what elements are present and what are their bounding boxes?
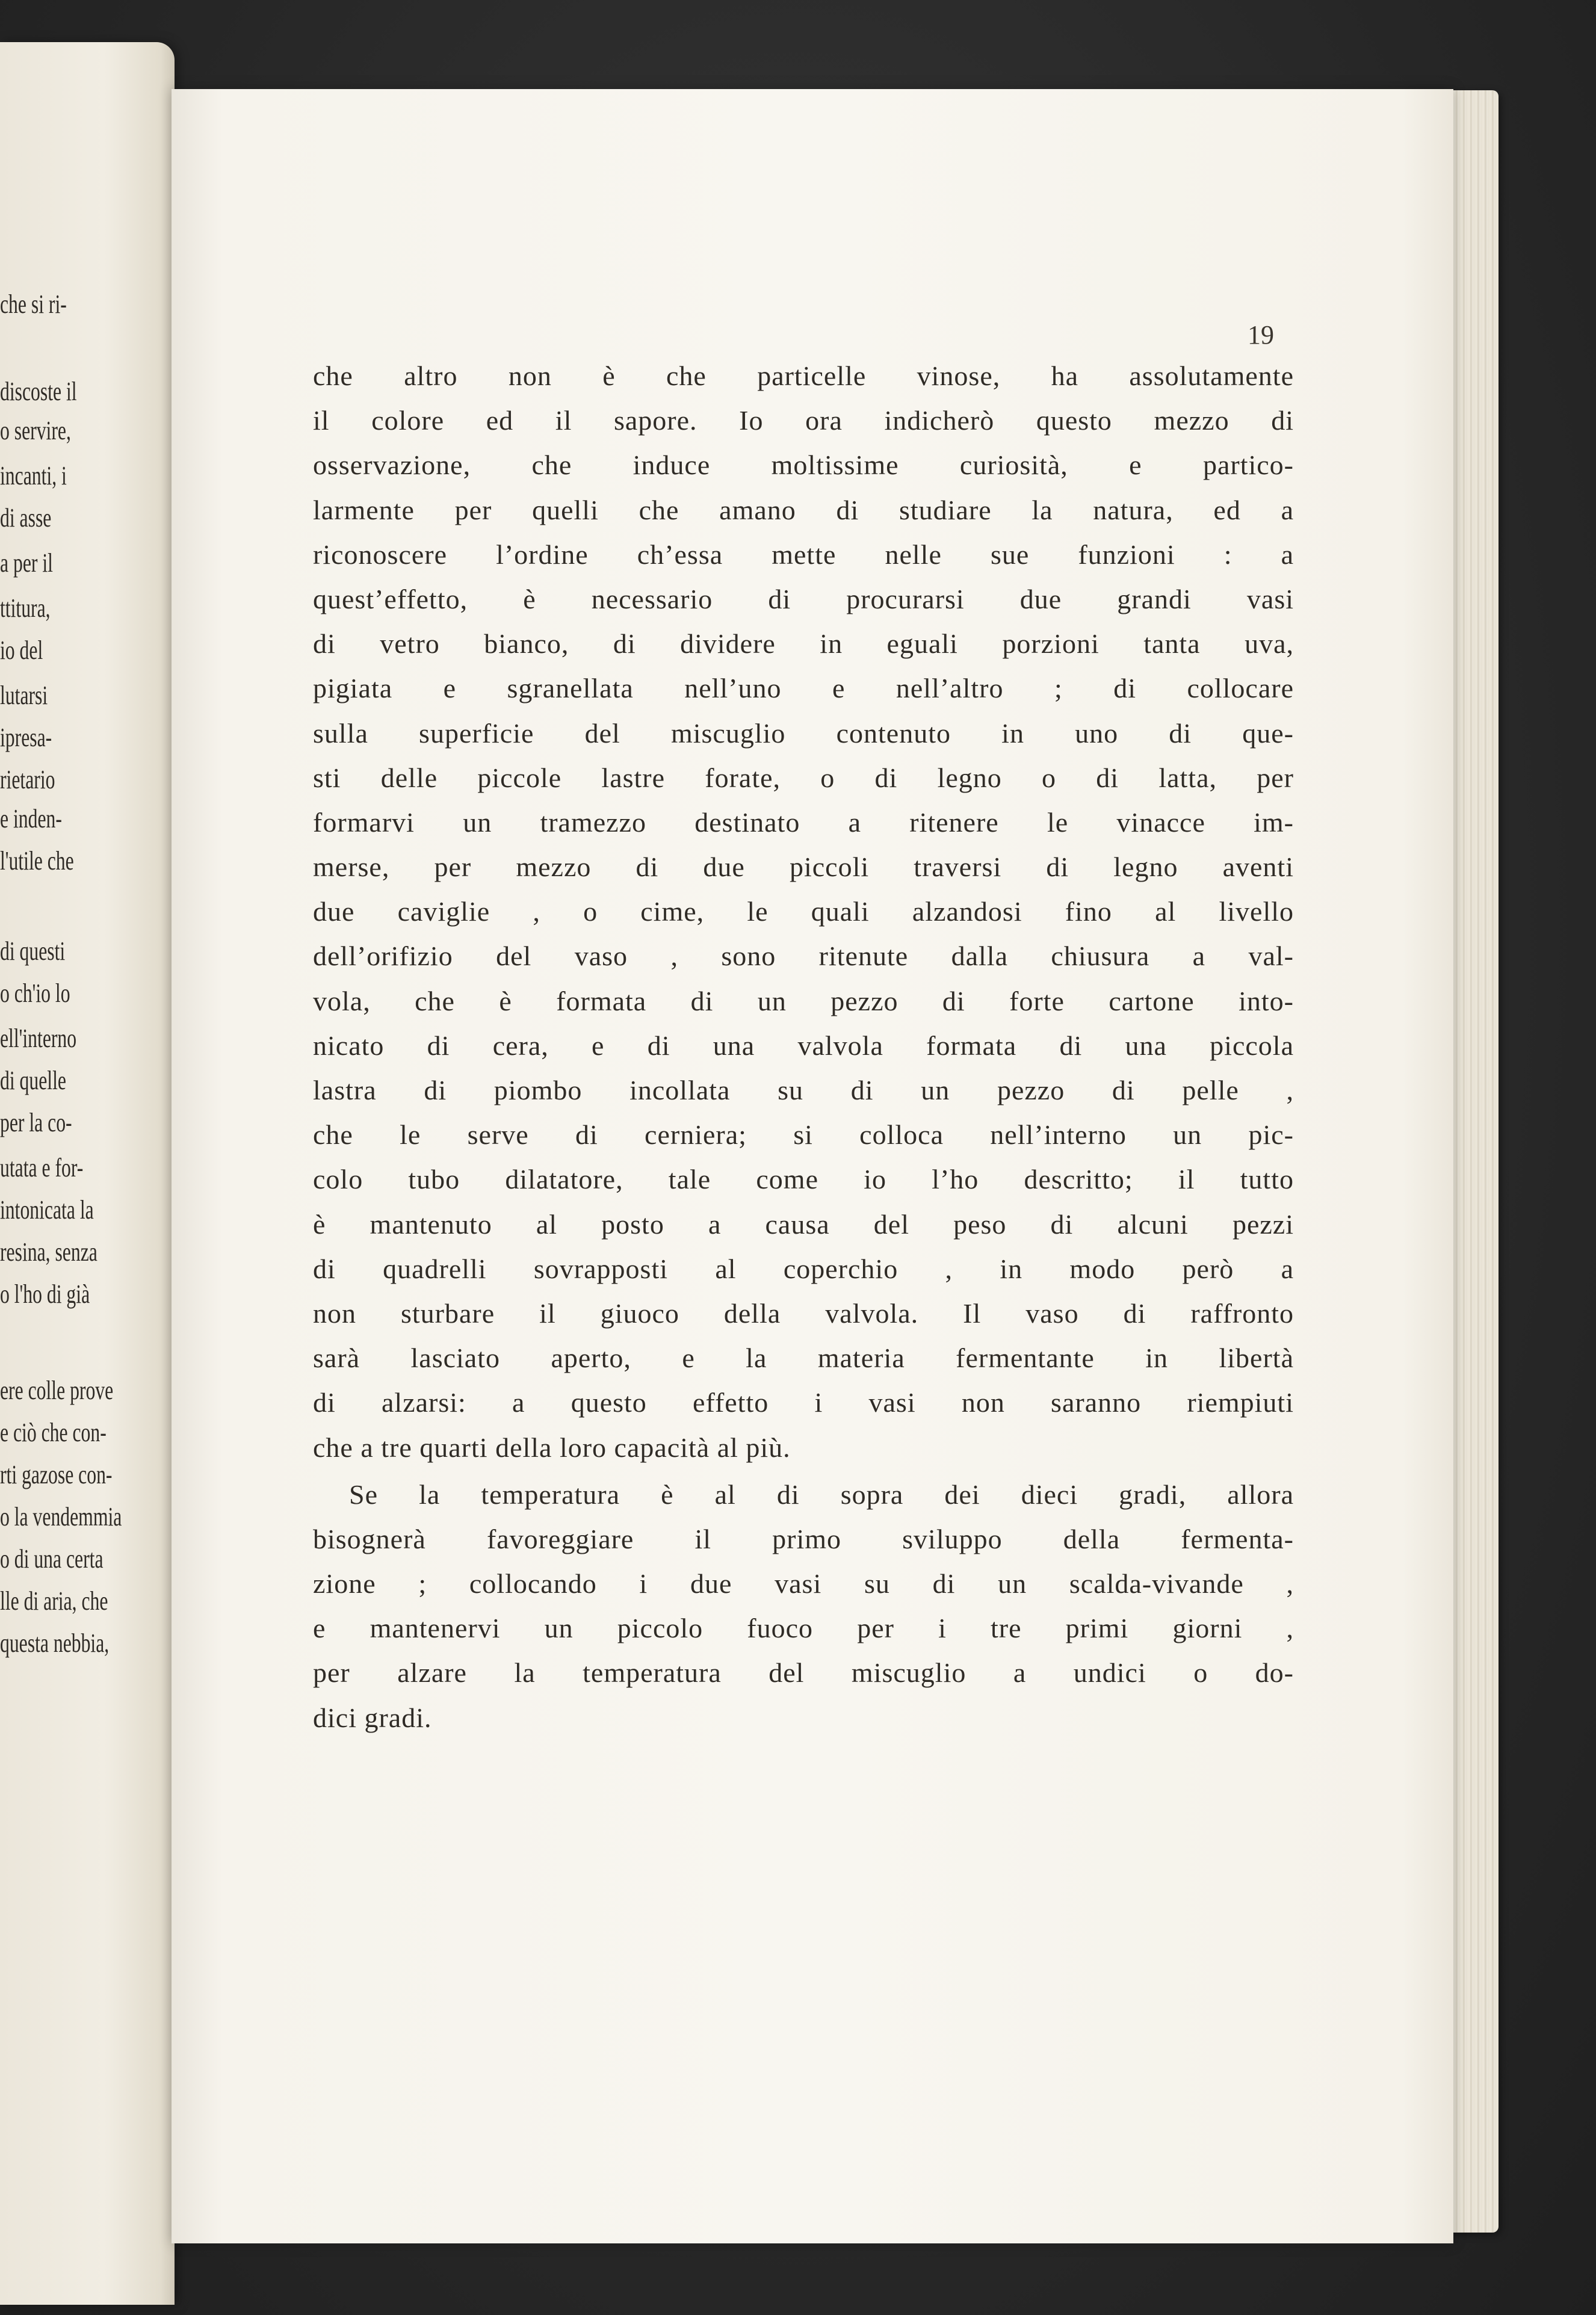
- text-line: larmente per quelli che amano di studiare la natura, ed a: [313, 494, 1294, 525]
- left-facing-page: [0, 42, 175, 2305]
- text-line: vola, che è formata di un pezzo di forte cartone into-: [313, 985, 1294, 1016]
- text-line: di vetro bianco, di dividere in eguali porzioni tanta uva,: [313, 628, 1294, 660]
- left-page-text-fragment: rti gazose con-: [0, 1460, 113, 1489]
- book-page: [172, 89, 1453, 2243]
- text-line: quest’effetto, è necessario di procurarsi due grandi vasi: [313, 583, 1294, 614]
- left-page-text-fragment: e inden-: [0, 804, 62, 833]
- left-page-text-fragment: e ciò che con-: [0, 1418, 107, 1447]
- text-line: di quadrelli sovrapposti al coperchio , in modo però a: [313, 1253, 1294, 1284]
- text-line: per alzare la temperatura del miscuglio a undici o do-: [313, 1657, 1294, 1689]
- left-page-text-fragment: di questi: [0, 936, 66, 966]
- left-page-text-fragment: discoste il: [0, 377, 77, 406]
- left-page-text-fragment: lutarsi: [0, 681, 48, 710]
- left-page-text-fragment: a per il: [0, 548, 53, 578]
- text-line: zione ; collocando i due vasi su di un scalda-vivande ,: [313, 1568, 1294, 1599]
- left-page-text-fragment: lle di aria, che: [0, 1586, 108, 1616]
- left-page-text-fragment: per la co-: [0, 1108, 72, 1137]
- left-page-text-fragment: incanti, i: [0, 461, 67, 490]
- left-page-text-fragment: o la vendemmia: [0, 1502, 122, 1531]
- left-page-text-fragment: ere colle prove: [0, 1376, 114, 1405]
- left-page-text-fragment: io del: [0, 635, 43, 665]
- text-line: e mantenervi un piccolo fuoco per i tre primi giorni ,: [313, 1613, 1294, 1644]
- left-page-text-fragment: ipresa-: [0, 723, 52, 752]
- left-page-text-fragment: o servire,: [0, 416, 71, 445]
- left-page-text-fragment: rietario: [0, 765, 55, 794]
- text-line: è mantenuto al posto a causa del peso di alcuni pezzi: [313, 1208, 1294, 1240]
- left-page-text-fragment: o l'ho di già: [0, 1279, 90, 1309]
- left-page-text-fragment: utata e for-: [0, 1153, 84, 1182]
- left-page-text-fragment: intonicata la: [0, 1195, 94, 1225]
- left-page-text-fragment: di quelle: [0, 1066, 66, 1095]
- left-page-text-fragment: o di una certa: [0, 1544, 104, 1574]
- text-line: che le serve di cerniera; si colloca nell’interno un pic-: [313, 1119, 1294, 1151]
- text-line: il colore ed il sapore. Io ora indicherò questo mezzo di: [313, 405, 1294, 436]
- text-line: dell’orifizio del vaso , sono ritenute dalla chiusura a val-: [313, 941, 1294, 972]
- left-page-text-fragment: che si ri-: [0, 289, 67, 319]
- left-page-text-fragment: l'utile che: [0, 846, 74, 876]
- text-line: formarvi un tramezzo destinato a ritenere le vinacce im-: [313, 806, 1294, 838]
- text-line: sulla superficie del miscuglio contenuto in uno di que-: [313, 717, 1294, 749]
- left-page-text-fragment: ttitura,: [0, 593, 51, 623]
- text-line: nicato di cera, e di una valvola formata di una piccola: [313, 1030, 1294, 1061]
- paragraph: [313, 354, 1294, 1470]
- text-line: pigiata e sgranellata nell’uno e nell’altro ; di collocare: [313, 673, 1294, 704]
- left-page-text-fragment: questa nebbia,: [0, 1628, 110, 1658]
- text-line: Se la temperatura è al di sopra dei dieci gradi, allora: [349, 1479, 1294, 1510]
- text-line: che a tre quarti della loro capacità al più.: [313, 1432, 791, 1463]
- text-line: osservazione, che induce moltissime curiosità, e partico-: [313, 450, 1294, 481]
- page-text: [313, 354, 1294, 1740]
- paragraph: [313, 1473, 1294, 1740]
- left-page-text-fragment: o ch'io lo: [0, 978, 70, 1008]
- left-page-text-fragment: ell'interno: [0, 1024, 77, 1053]
- left-page-text-fragment: resina, senza: [0, 1237, 97, 1267]
- left-page-text-fragment: di asse: [0, 503, 52, 533]
- text-line: dici gradi.: [313, 1702, 432, 1733]
- text-line: che altro non è che particelle vinose, ha assolutamente: [313, 360, 1294, 391]
- text-line: sti delle piccole lastre forate, o di legno o di latta, per: [313, 762, 1294, 793]
- text-line: lastra di piombo incollata su di un pezzo di pelle ,: [313, 1075, 1294, 1105]
- page-number: 19: [1248, 320, 1274, 350]
- text-line: bisognerà favoreggiare il primo sviluppo della fermenta-: [313, 1523, 1294, 1554]
- text-line: merse, per mezzo di due piccoli traversi di legno aventi: [313, 852, 1294, 883]
- text-line: colo tubo dilatatore, tale come io l’ho descritto; il tutto: [313, 1164, 1294, 1195]
- text-line: di alzarsi: a questo effetto i vasi non saranno riempiuti: [313, 1387, 1294, 1418]
- text-line: sarà lasciato aperto, e la materia fermentante in libertà: [313, 1343, 1294, 1374]
- text-line: non sturbare il giuoco della valvola. Il vaso di raffronto: [313, 1297, 1294, 1329]
- text-line: due caviglie , o cime, le quali alzandosi fino al livello: [313, 896, 1294, 927]
- text-line: riconoscere l’ordine ch’essa mette nelle sue funzioni : a: [313, 539, 1294, 570]
